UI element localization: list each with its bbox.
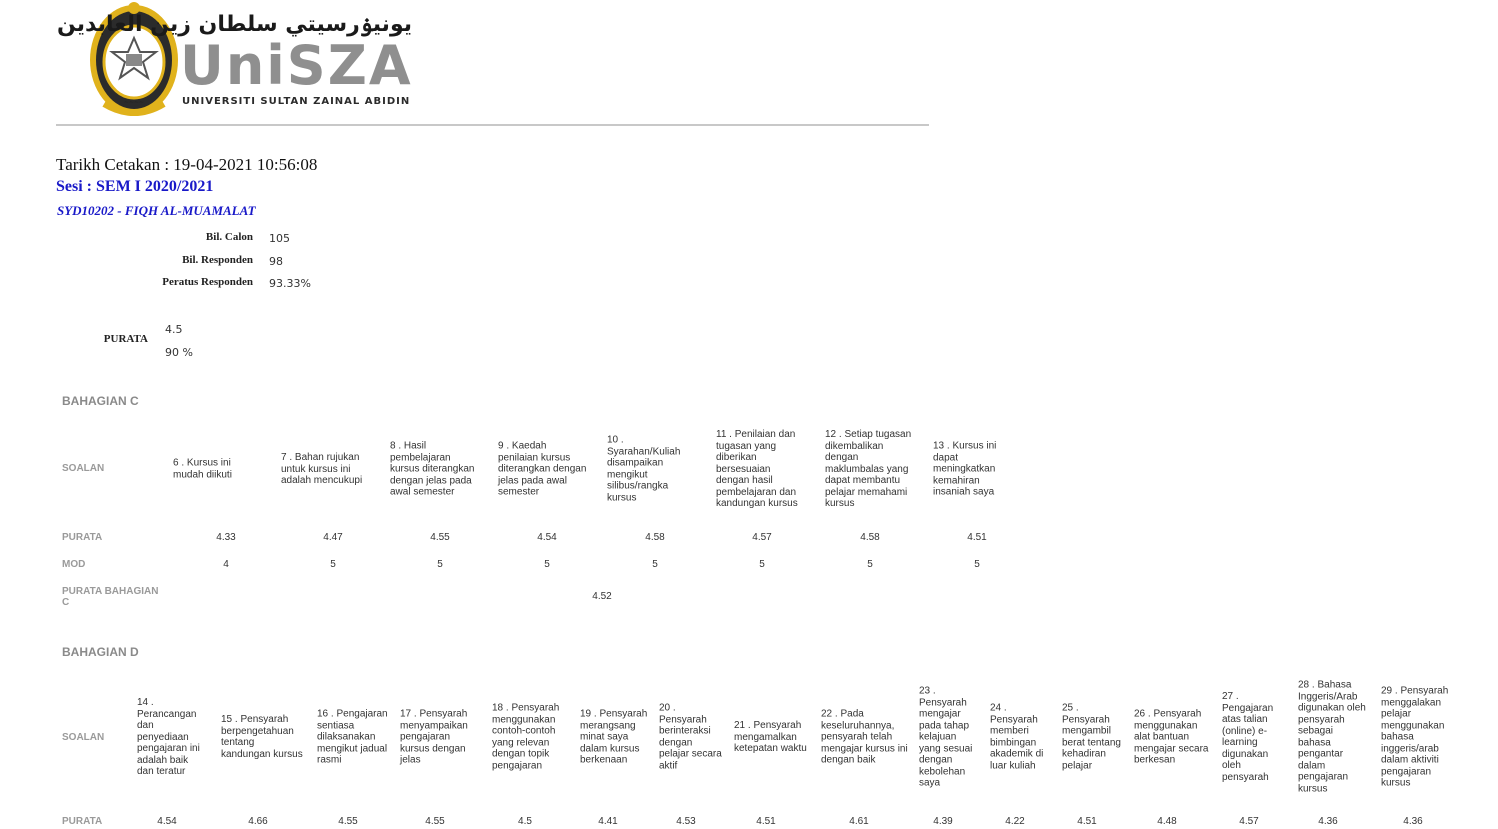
- bahagian-c-mod-value: 5: [652, 559, 658, 570]
- bahagian-c-mod-value: 4: [223, 559, 229, 570]
- bahagian-c-mod-value: 5: [330, 559, 336, 570]
- bahagian-c-purata-value: 4.57: [752, 532, 772, 543]
- bahagian-d-purata-value: 4.53: [676, 816, 696, 827]
- bahagian-d-purata-value: 4.55: [425, 816, 445, 827]
- bahagian-d-purata-value: 4.61: [849, 816, 869, 827]
- bahagian-d-purata-label: PURATA: [62, 816, 103, 827]
- bahagian-c-purata-value: 4.58: [860, 532, 880, 543]
- bahagian-d-question: 20 . Pensyarah berinteraksi dengan pelajar secara aktif: [659, 702, 722, 771]
- bahagian-d-question: 17 . Pensyarah menyampaikan pengajaran kursus dengan jelas: [400, 708, 468, 766]
- print-date: Tarikh Cetakan : 19-04-2021 10:56:08: [56, 155, 318, 174]
- bahagian-d-purata-value: 4.51: [1077, 816, 1097, 827]
- bahagian-c-purata-value: 4.55: [430, 532, 450, 543]
- stat-value-bil-responden: 98: [269, 255, 283, 268]
- bahagian-c-purata-value: 4.33: [216, 532, 236, 543]
- bahagian-d-purata-value: 4.48: [1157, 816, 1177, 827]
- bahagian-c-purata-value: 4.54: [537, 532, 557, 543]
- bahagian-c-mod-value: 5: [759, 559, 765, 570]
- bahagian-d-question: 16 . Pengajaran sentiasa dilaksanakan mengikut jadual rasmi: [317, 708, 388, 766]
- bahagian-d-question: 23 . Pensyarah mengajar pada tahap kelajuan yang sesuai dengan kebolehan saya: [919, 685, 973, 789]
- bahagian-c-question: 10 . Syarahan/Kuliah disampaikan mengikut silibus/rangka kursus: [607, 434, 681, 503]
- bahagian-d-question: 26 . Pensyarah menggunakan alat bantuan mengajar secara berkesan: [1134, 708, 1209, 766]
- stat-label-peratus-responden: Peratus Responden: [162, 276, 253, 288]
- bahagian-d-question: 25 . Pensyarah mengambil berat tentang kehadiran pelajar: [1062, 702, 1121, 771]
- bahagian-d-question: 19 . Pensyarah merangsang minat saya dalam kursus berkenaan: [580, 708, 648, 766]
- bahagian-d-soalan-label: SOALAN: [62, 732, 105, 743]
- bahagian-c-purata-value: 4.58: [645, 532, 665, 543]
- bahagian-c-mod-value: 5: [544, 559, 550, 570]
- purata-value: 4.5: [165, 323, 183, 336]
- stat-label-bil-responden: Bil. Responden: [182, 254, 253, 266]
- bahagian-d-question: 14 . Perancangan dan penyediaan pengajaran ini adalah baik dan teratur: [137, 696, 200, 777]
- bahagian-c-mod-value: 5: [437, 559, 443, 570]
- bahagian-d-purata-value: 4.36: [1318, 816, 1338, 827]
- bahagian-c-mod-label: MOD: [62, 559, 86, 570]
- bahagian-d-purata-value: 4.41: [598, 816, 618, 827]
- course-title: SYD10202 - FIQH AL-MUAMALAT: [57, 203, 256, 218]
- logo-wordmark: UniSZA: [180, 34, 413, 97]
- bahagian-c-title: BAHAGIAN C: [62, 394, 139, 408]
- logo-arabic-text: يونيۏرسيتي سلطان زين العابدين: [57, 12, 412, 37]
- bahagian-c-soalan-label: SOALAN: [62, 463, 105, 474]
- bahagian-c-question: 11 . Penilaian dan tugasan yang diberikan bersesuaian dengan hasil pembelajaran dan kandungan kursus: [716, 428, 798, 509]
- bahagian-c-question: 8 . Hasil pembelajaran kursus diterangkan dengan jelas pada awal semester: [390, 440, 475, 498]
- bahagian-d-question: 15 . Pensyarah berpengetahuan tentang kandungan kursus: [221, 714, 303, 760]
- bahagian-c-mod-value: 5: [867, 559, 873, 570]
- bahagian-d-title: BAHAGIAN D: [62, 645, 139, 659]
- purata-label: PURATA: [103, 333, 148, 345]
- bahagian-d-purata-value: 4.51: [756, 816, 776, 827]
- bahagian-d-question: 29 . Pensyarah menggalakan pelajar menggunakan bahasa inggeris/arab dalam aktiviti pengajaran kursus: [1381, 685, 1449, 789]
- bahagian-d-purata-value: 4.54: [157, 816, 177, 827]
- svg-text:~~~~: ~~~~: [123, 99, 145, 106]
- bahagian-c-question: 12 . Setiap tugasan dikembalikan dengan maklumbalas yang dapat membantu pelajar memahami kursus: [825, 428, 912, 509]
- logo-subtitle: UNIVERSITI SULTAN ZAINAL ABIDIN: [182, 96, 411, 107]
- bahagian-c-question: 7 . Bahan rujukan untuk kursus ini adalah mencukupi: [281, 451, 363, 486]
- bahagian-d-purata-value: 4.66: [248, 816, 268, 827]
- stat-label-bil-calon: Bil. Calon: [205, 231, 253, 243]
- purata-percent: 90 %: [165, 346, 193, 359]
- bahagian-c-purata-bahagian-label: PURATA BAHAGIAN C: [62, 586, 159, 608]
- bahagian-d-question: 28 . Bahasa Inggeris/Arab digunakan oleh pensyarah sebagai bahasa pengantar dalam pengajaran kursus: [1298, 679, 1366, 794]
- stat-value-peratus-responden: 93.33%: [269, 277, 311, 290]
- bahagian-c-purata-bahagian-value: 4.52: [592, 591, 612, 602]
- bahagian-d-purata-value: 4.57: [1239, 816, 1259, 827]
- bahagian-c-purata-value: 4.51: [967, 532, 987, 543]
- unisza-logo: [57, 0, 414, 120]
- bahagian-d-question: 27 . Pengajaran atas talian (online) e-learning digunakan oleh pensyarah: [1222, 691, 1274, 783]
- bahagian-d-purata-value: 4.22: [1005, 816, 1025, 827]
- bahagian-d-purata-value: 4.55: [338, 816, 358, 827]
- bahagian-d-question: 24 . Pensyarah memberi bimbingan akademik di luar kuliah: [990, 702, 1044, 771]
- bahagian-c-question: 9 . Kaedah penilaian kursus diterangkan dengan jelas pada awal semester: [498, 440, 587, 498]
- bahagian-c-mod-value: 5: [974, 559, 980, 570]
- header-divider: [56, 124, 929, 126]
- stat-value-bil-calon: 105: [269, 232, 290, 245]
- bahagian-d-question: 18 . Pensyarah menggunakan contoh-contoh yang relevan dengan topik pengajaran: [492, 702, 560, 771]
- bahagian-c-purata-label: PURATA: [62, 532, 103, 543]
- bahagian-d-purata-value: 4.5: [518, 816, 532, 827]
- bahagian-c-question: 6 . Kursus ini mudah diikuti: [173, 457, 232, 480]
- bahagian-d-purata-value: 4.39: [933, 816, 953, 827]
- bahagian-c-purata-value: 4.47: [323, 532, 343, 543]
- bahagian-d-purata-value: 4.36: [1403, 816, 1423, 827]
- session-label: Sesi : SEM I 2020/2021: [56, 178, 214, 195]
- bahagian-d-question: 21 . Pensyarah mengamalkan ketepatan waktu: [734, 719, 807, 754]
- bahagian-d-question: 22 . Pada keseluruhannya, pensyarah telah mengajar kursus ini dengan baik: [821, 708, 908, 766]
- bahagian-c-question: 13 . Kursus ini dapat meningkatkan kemahiran insaniah saya: [933, 440, 997, 498]
